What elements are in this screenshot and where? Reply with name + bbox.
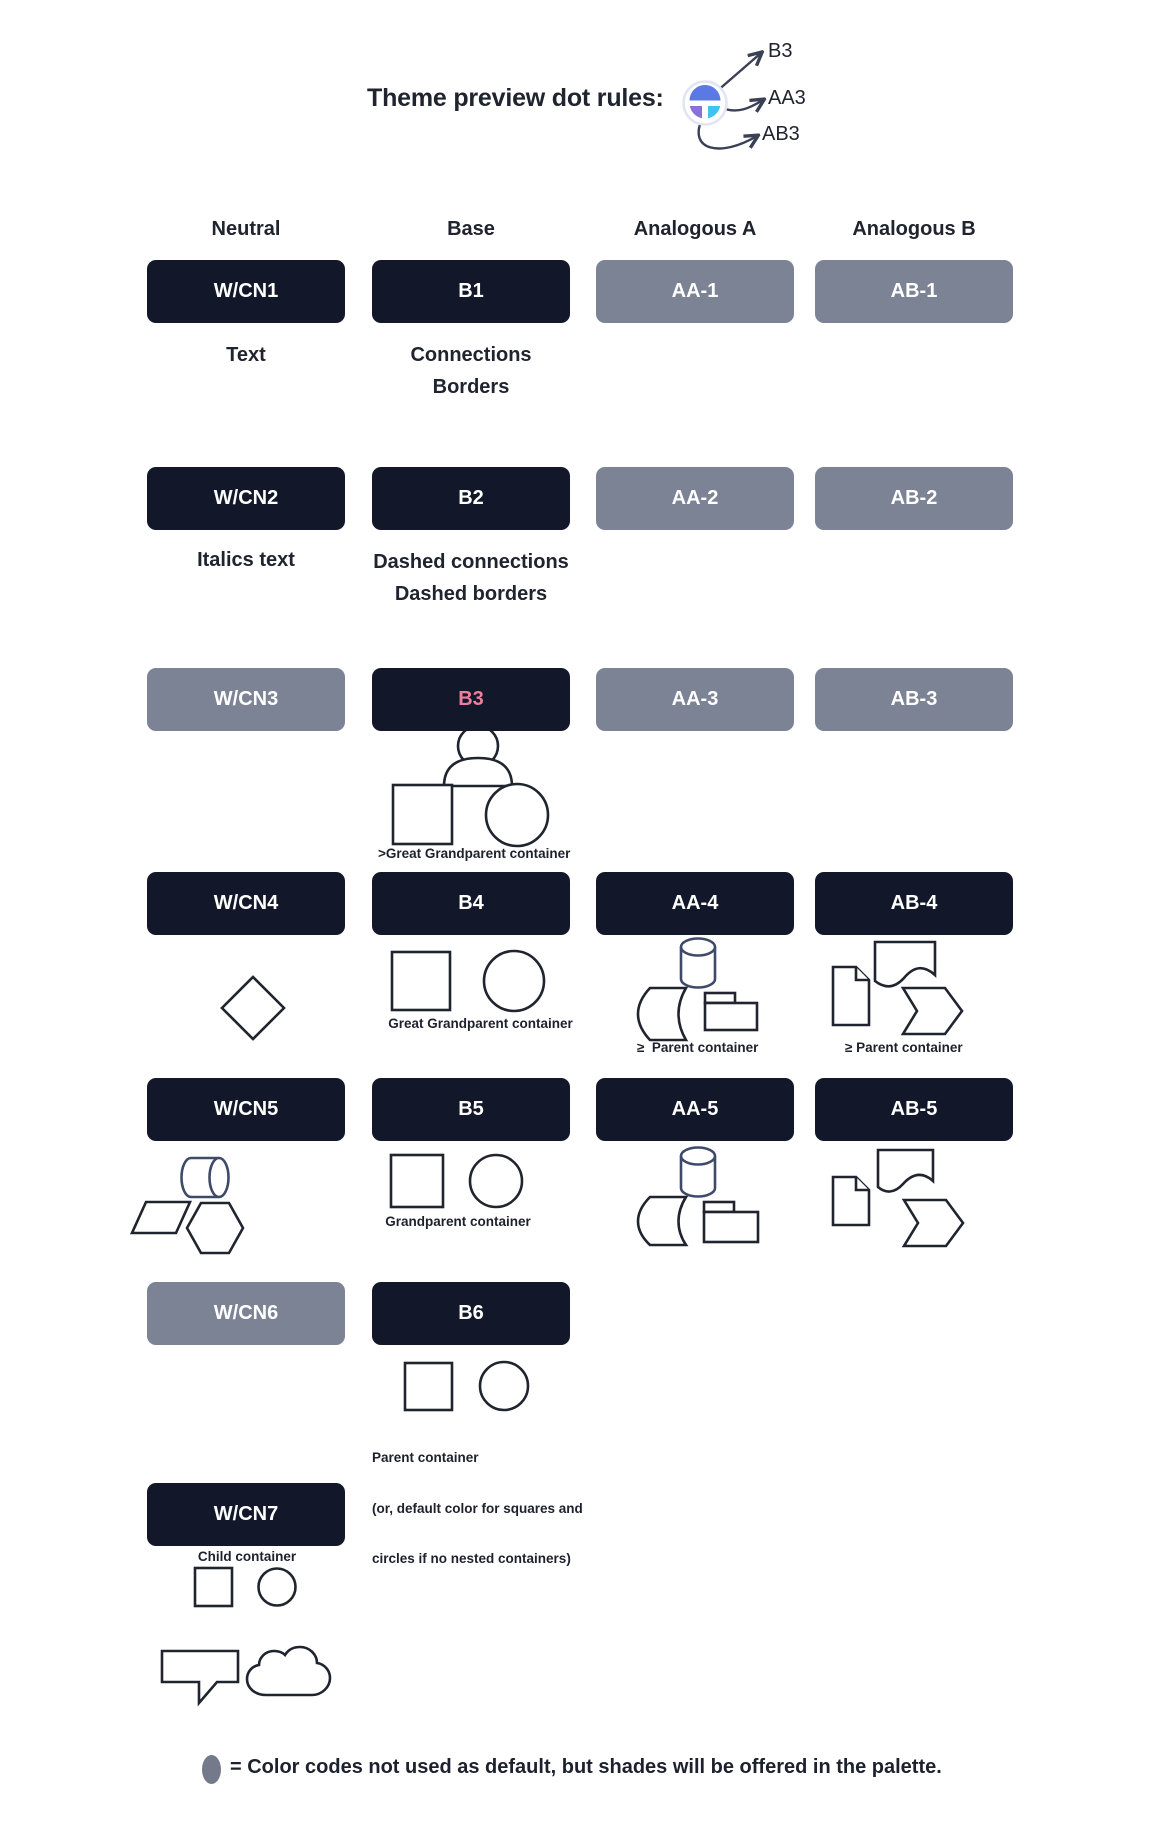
hexagon-shape — [187, 1203, 243, 1253]
note-italics-text: Italics text — [197, 549, 295, 571]
swatch-wcn4: W/CN4 — [147, 872, 345, 935]
card-shape — [704, 1212, 758, 1242]
swatch-wcn7: W/CN7 — [147, 1483, 345, 1546]
arrow-to-b3 — [716, 53, 761, 92]
legend-text: = Color codes not used as default, but shades will be offered in the palette. — [230, 1756, 942, 1778]
wavy-document-shape — [875, 942, 935, 986]
document-shape — [833, 1177, 869, 1225]
note-connections: Connections — [410, 344, 532, 366]
wcn7-shape-group — [185, 1562, 300, 1612]
aa4-shape-group — [625, 930, 765, 1042]
wcn4-shape-group — [220, 975, 286, 1041]
ab4-shape-group — [825, 935, 965, 1040]
swatch-b3: B3 — [372, 668, 570, 731]
square-shape — [391, 1155, 443, 1207]
legend-dot — [202, 1755, 221, 1784]
callout-b3: B3 — [768, 40, 793, 62]
note-great-grandparent-gt: >Great Grandparent container — [378, 846, 571, 861]
swatch-b5: B5 — [372, 1078, 570, 1141]
swatch-ab3: AB-3 — [815, 668, 1013, 731]
wcn5-shape-group — [125, 1150, 250, 1258]
arrow-to-aa3 — [722, 100, 763, 110]
horizontal-cylinder-cap — [210, 1158, 229, 1197]
chevron-shape — [904, 1200, 963, 1246]
wavy-document-shape — [878, 1150, 933, 1192]
swatch-b4: B4 — [372, 872, 570, 935]
swatch-b2: B2 — [372, 467, 570, 530]
speech-bubble-shape — [162, 1651, 238, 1703]
circle-shape — [259, 1569, 296, 1606]
note-borders: Borders — [432, 376, 510, 398]
swatch-ab1: AB-1 — [815, 260, 1013, 323]
note-parent-container — [372, 1418, 583, 1600]
circle-shape — [480, 1362, 528, 1410]
swatch-b6: B6 — [372, 1282, 570, 1345]
note-parent-line1: Parent container — [372, 1450, 479, 1465]
cylinder-top — [681, 939, 715, 956]
circle-shape — [470, 1155, 522, 1207]
note-child-container: Child container — [197, 1549, 297, 1564]
swatch-ab4: AB-4 — [815, 872, 1013, 935]
callout-aa3: AA3 — [768, 87, 806, 109]
circle-shape — [486, 784, 548, 846]
chevron-shape — [903, 988, 962, 1034]
document-fold — [856, 967, 869, 980]
note-dashed-connections: Dashed connections — [373, 551, 569, 573]
callout-ab3: AB3 — [762, 123, 800, 145]
card-tab-shape — [704, 1202, 734, 1212]
cylinder-top — [681, 1148, 715, 1165]
swatch-ab5: AB-5 — [815, 1078, 1013, 1141]
column-header-base: Base — [447, 218, 495, 240]
square-shape — [392, 952, 450, 1010]
theme-preview-dot-group — [640, 20, 830, 165]
swatch-wcn6: W/CN6 — [147, 1282, 345, 1345]
card-tab-shape — [705, 993, 735, 1003]
column-header-analogous-b: Analogous B — [852, 218, 976, 240]
parallelogram-shape — [132, 1202, 190, 1233]
swatch-ab2: AB-2 — [815, 467, 1013, 530]
note-parent-line2: (or, default color for squares and — [372, 1500, 583, 1516]
ab5-shape-group — [825, 1143, 965, 1251]
person-shoulders — [444, 758, 512, 786]
card-shape — [705, 1003, 757, 1030]
circle-shape — [484, 951, 544, 1011]
note-grandparent: Grandparent container — [385, 1214, 531, 1229]
column-header-neutral: Neutral — [211, 218, 281, 240]
note-parent-line3: circles if no nested containers) — [372, 1551, 571, 1566]
square-shape — [405, 1363, 452, 1410]
stored-data-shape — [638, 1197, 686, 1245]
b4-shape-group — [385, 945, 550, 1015]
b5-shape-group — [385, 1148, 525, 1208]
swatch-wcn2: W/CN2 — [147, 467, 345, 530]
wcn7-shape-group-2 — [150, 1638, 335, 1708]
cloud-shape — [247, 1647, 330, 1695]
note-text: Text — [226, 344, 266, 366]
swatch-aa5: AA-5 — [596, 1078, 794, 1141]
aa5-shape-group — [625, 1140, 765, 1248]
swatch-aa2: AA-2 — [596, 467, 794, 530]
note-dashed-borders: Dashed borders — [394, 583, 548, 605]
swatch-wcn5: W/CN5 — [147, 1078, 345, 1141]
swatch-aa3: AA-3 — [596, 668, 794, 731]
b3-shape-group — [370, 718, 605, 853]
swatch-b1: B1 — [372, 260, 570, 323]
diamond-shape — [222, 977, 284, 1039]
note-gte-parent-aa: ≥ Parent container — [637, 1040, 759, 1055]
stored-data-shape — [638, 988, 686, 1040]
swatch-wcn3: W/CN3 — [147, 668, 345, 731]
column-header-analogous-a: Analogous A — [633, 218, 757, 240]
swatch-wcn1: W/CN1 — [147, 260, 345, 323]
swatch-aa4: AA-4 — [596, 872, 794, 935]
note-great-grandparent: Great Grandparent container — [388, 1016, 573, 1031]
note-gte-parent-ab: ≥ Parent container — [845, 1040, 963, 1055]
square-shape — [393, 785, 452, 844]
swatch-aa1: AA-1 — [596, 260, 794, 323]
page-title: Theme preview dot rules: — [367, 84, 664, 112]
b6-shape-group — [398, 1356, 533, 1414]
square-shape — [195, 1568, 232, 1606]
